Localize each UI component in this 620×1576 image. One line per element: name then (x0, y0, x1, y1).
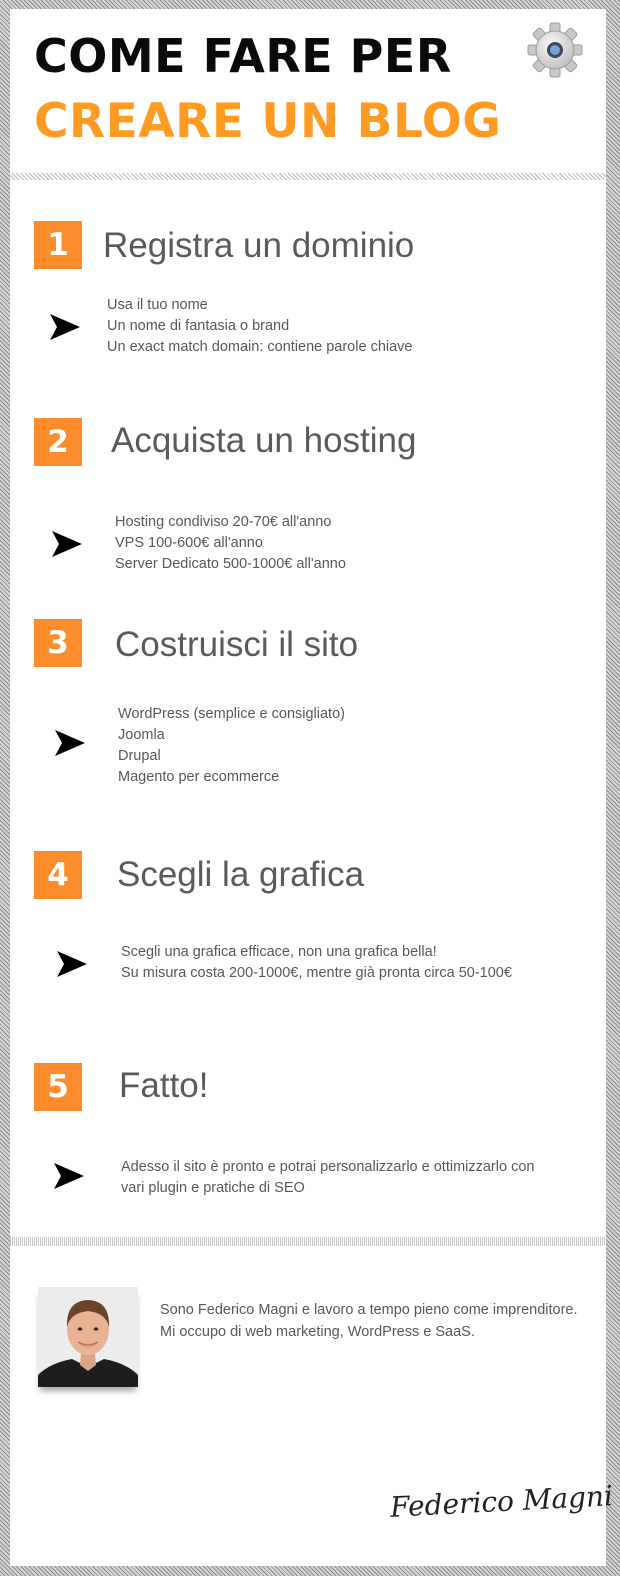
list-item: VPS 100-600€ all'anno (115, 535, 263, 551)
avatar (38, 1287, 138, 1387)
list-item: Scegli una grafica efficace, non una grafica bella! (121, 944, 437, 960)
step-3-title: Costruisci il sito (115, 625, 359, 664)
list-item: Adesso il sito è pronto e potrai personalizzarlo e ottimizzarlo con vari plugin e pratiche di SEO (121, 1159, 535, 1196)
title-line-2: CREARE UN BLOG (34, 94, 502, 149)
arrow-icon (55, 730, 85, 756)
step-5-list (121, 1157, 551, 1199)
list-item: Joomla (118, 727, 165, 743)
list-item: Hosting condiviso 20-70€ all'anno (115, 514, 332, 530)
step-2-title: Acquista un hosting (111, 421, 417, 460)
infographic-panel (10, 9, 614, 1566)
list-item: Su misura costa 200-1000€, mentre già pronta circa 50-100€ (121, 965, 512, 981)
list-item: Usa il tuo nome (107, 297, 208, 313)
step-2-list (115, 512, 346, 575)
step-1-number: 1 (34, 221, 82, 269)
step-1-list (107, 295, 412, 358)
list-item: Un exact match domain: contiene parole chiave (107, 339, 413, 355)
arrow-icon (57, 951, 87, 977)
gear-icon (526, 21, 584, 79)
list-item: Server Dedicato 500-1000€ all'anno (115, 556, 346, 572)
step-4-list (121, 942, 512, 984)
title-line-1: COME FARE PER (34, 29, 452, 83)
list-item: Drupal (118, 748, 161, 764)
bio-line: Mi occupo di web marketing, WordPress e SaaS. (160, 1324, 475, 1340)
step-3-number: 3 (34, 619, 82, 667)
header-divider (10, 173, 606, 180)
bio-line: Sono Federico Magni e lavoro a tempo pieno come imprenditore. (160, 1302, 578, 1318)
arrow-icon (50, 314, 80, 340)
step-2-number: 2 (34, 418, 82, 466)
step-4-title: Scegli la grafica (117, 855, 365, 894)
list-item: WordPress (semplice e consigliato) (118, 706, 345, 722)
arrow-icon (52, 531, 82, 557)
arrow-icon (54, 1163, 84, 1189)
step-3-list (118, 704, 345, 788)
list-item: Un nome di fantasia o brand (107, 318, 290, 334)
author-photo (38, 1287, 138, 1387)
signature: Federico Magni (389, 1479, 614, 1524)
step-1-title: Registra un dominio (103, 226, 415, 265)
step-5-title: Fatto! (119, 1066, 209, 1105)
list-item: Magento per ecommerce (118, 769, 280, 785)
author-bio (160, 1299, 578, 1343)
step-5-number: 5 (34, 1063, 82, 1111)
step-4-number: 4 (34, 851, 82, 899)
footer-divider (10, 1237, 606, 1246)
